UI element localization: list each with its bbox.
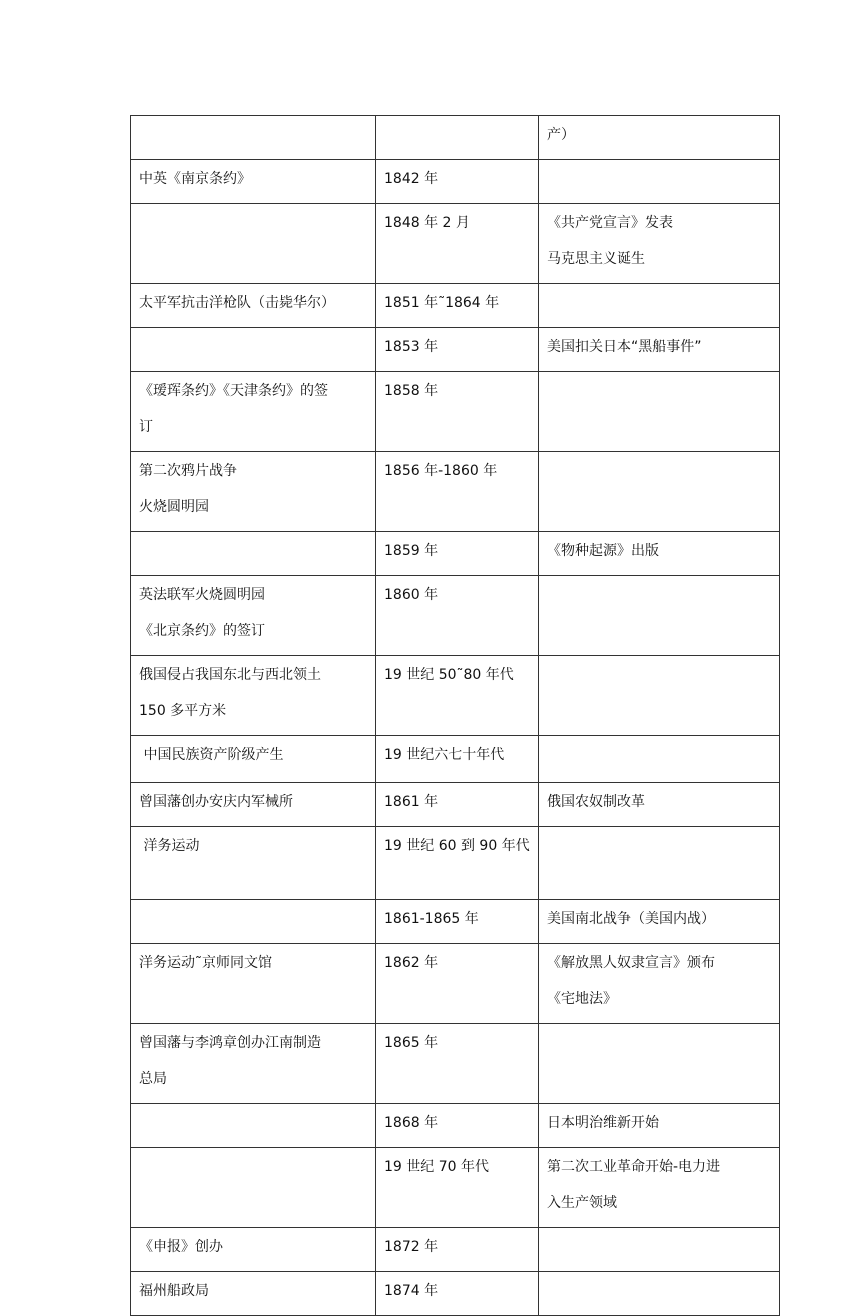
event-cell [131,656,376,736]
cell-text-line [384,123,530,159]
event-cell [131,827,376,900]
cell-text-line: 中英《南京条约》 [139,171,251,187]
event-cell [131,160,376,204]
cell-text-line: 第二次鸦片战争 [139,463,237,479]
table-row [131,116,780,160]
year-cell [376,900,539,944]
cell-text-line [547,834,771,870]
history-timeline-table [130,115,780,1316]
year-cell [376,1024,539,1104]
cell-text-line [547,167,771,203]
cell-text-line: 1872 年 [384,1239,439,1255]
world-event-cell [539,160,780,204]
cell-text-line: 150 多平方米 [139,703,227,719]
cell-text-line [547,1031,771,1067]
cell-text-line: 美国南北战争（美国内战） [547,911,715,927]
year-cell [376,532,539,576]
table-row [131,1024,780,1104]
cell-text-line: 总局 [139,1071,167,1087]
event-cell [131,1024,376,1104]
world-event-cell [539,116,780,160]
cell-text-line: 俄国农奴制改革 [547,794,645,810]
cell-text-line [139,335,367,371]
year-cell [376,160,539,204]
year-cell [376,1228,539,1272]
event-cell [131,576,376,656]
cell-text-line [547,663,771,699]
table-row [131,827,780,900]
cell-text-line: 1860 年 [384,587,439,603]
cell-text-line: 《宅地法》 [547,991,617,1007]
cell-text-line: 《北京条约》的签订 [139,623,265,639]
event-cell [131,944,376,1024]
cell-text-line: 英法联军火烧圆明园 [139,587,265,603]
cell-text-line: 1874 年 [384,1283,439,1299]
year-cell [376,656,539,736]
cell-text-line: 《解放黑人奴隶宣言》颁布 [547,955,715,971]
world-event-cell [539,372,780,452]
cell-text-line [547,459,771,495]
cell-text-line: 1856 年-1860 年 [384,463,498,479]
cell-text-line: 1853 年 [384,339,439,355]
event-cell [131,532,376,576]
world-event-cell [539,827,780,900]
cell-text-line [547,1279,771,1315]
year-cell [376,1272,539,1316]
event-cell [131,284,376,328]
cell-text-line: 洋务运动 [139,838,200,854]
year-cell [376,827,539,900]
cell-text-line [547,743,771,779]
world-event-cell [539,1024,780,1104]
cell-text-line: 1865 年 [384,1035,439,1051]
event-cell [131,328,376,372]
cell-text-line: 1858 年 [384,383,439,399]
event-cell [131,452,376,532]
cell-text-line: 19 世纪 70 年代 [384,1159,489,1175]
cell-text-line: 1862 年 [384,955,439,971]
cell-text-line: 《共产党宣言》发表 [547,215,673,231]
cell-text-line: 入生产领域 [547,1195,617,1211]
cell-text-line: 1861-1865 年 [384,911,479,927]
cell-text-line: 1868 年 [384,1115,439,1131]
cell-text-line: 俄国侵占我国东北与西北领土 [139,667,321,683]
year-cell [376,736,539,783]
table-body [131,116,780,1316]
world-event-cell [539,328,780,372]
event-cell [131,116,376,160]
table-row [131,1272,780,1316]
cell-text-line [139,211,367,247]
table-row [131,1228,780,1272]
event-cell [131,372,376,452]
cell-text-line: 中国民族资产阶级产生 [139,747,284,763]
table-row [131,900,780,944]
year-cell [376,284,539,328]
world-event-cell [539,1228,780,1272]
cell-text-line [547,583,771,619]
cell-text-line: 1859 年 [384,543,439,559]
table-row [131,1104,780,1148]
cell-text-line [547,291,771,327]
cell-text-line: 马克思主义诞生 [547,251,645,267]
year-cell [376,204,539,284]
world-event-cell [539,576,780,656]
year-cell [376,944,539,1024]
table-row [131,656,780,736]
cell-text-line: 太平军抗击洋枪队（击毙华尔） [139,295,335,311]
event-cell [131,1104,376,1148]
cell-text-line [139,1155,367,1191]
cell-text-line [139,1111,367,1147]
table-row [131,284,780,328]
cell-text-line [139,123,367,159]
cell-text-line: 19 世纪 50˜80 年代 [384,667,514,683]
year-cell [376,328,539,372]
world-event-cell [539,1104,780,1148]
cell-text-line: 1848 年 2 月 [384,215,470,231]
table-row [131,452,780,532]
cell-text-line: 美国扣关日本“黑船事件” [547,339,702,355]
cell-text-line: 《申报》创办 [139,1239,223,1255]
cell-text-line: 1851 年˜1864 年 [384,295,500,311]
cell-text-line: 曾国藩创办安庆内军械所 [139,794,293,810]
world-event-cell [539,944,780,1024]
cell-text-line: 1861 年 [384,794,439,810]
year-cell [376,372,539,452]
year-cell [376,1104,539,1148]
world-event-cell [539,204,780,284]
cell-text-line: 《物种起源》出版 [547,543,659,559]
table-row [131,160,780,204]
cell-text-line: 日本明治维新开始 [547,1115,659,1131]
event-cell [131,204,376,284]
cell-text-line: 产） [547,127,575,143]
table-row [131,328,780,372]
year-cell [376,783,539,827]
world-event-cell [539,736,780,783]
world-event-cell [539,452,780,532]
table-row [131,532,780,576]
table-row [131,204,780,284]
table-row [131,372,780,452]
cell-text-line: 第二次工业革命开始-电力进 [547,1159,721,1175]
year-cell [376,452,539,532]
cell-text-line: 火烧圆明园 [139,499,209,515]
table-row [131,736,780,783]
table-row [131,944,780,1024]
year-cell [376,576,539,656]
year-cell [376,116,539,160]
cell-text-line: 19 世纪 60 到 90 年代 [384,838,530,854]
world-event-cell [539,284,780,328]
cell-text-line: 19 世纪六七十年代 [384,747,505,763]
world-event-cell [539,1272,780,1316]
cell-text-line: 洋务运动˜京师同文馆 [139,955,272,971]
event-cell [131,1272,376,1316]
cell-text-line [139,907,367,943]
world-event-cell [539,783,780,827]
cell-text-line [547,379,771,415]
cell-text-line [547,1235,771,1271]
cell-text-line: 1842 年 [384,171,439,187]
world-event-cell [539,656,780,736]
world-event-cell [539,900,780,944]
cell-text-line [139,539,367,575]
cell-text-line: 曾国藩与李鸿章创办江南制造 [139,1035,321,1051]
cell-text-line: 福州船政局 [139,1283,209,1299]
event-cell [131,783,376,827]
cell-text-line: 《瑷珲条约》《天津条约》的签 [139,383,328,399]
event-cell [131,1228,376,1272]
world-event-cell [539,532,780,576]
table-row [131,783,780,827]
event-cell [131,736,376,783]
table-row [131,576,780,656]
cell-text-line: 订 [139,419,153,435]
event-cell [131,900,376,944]
